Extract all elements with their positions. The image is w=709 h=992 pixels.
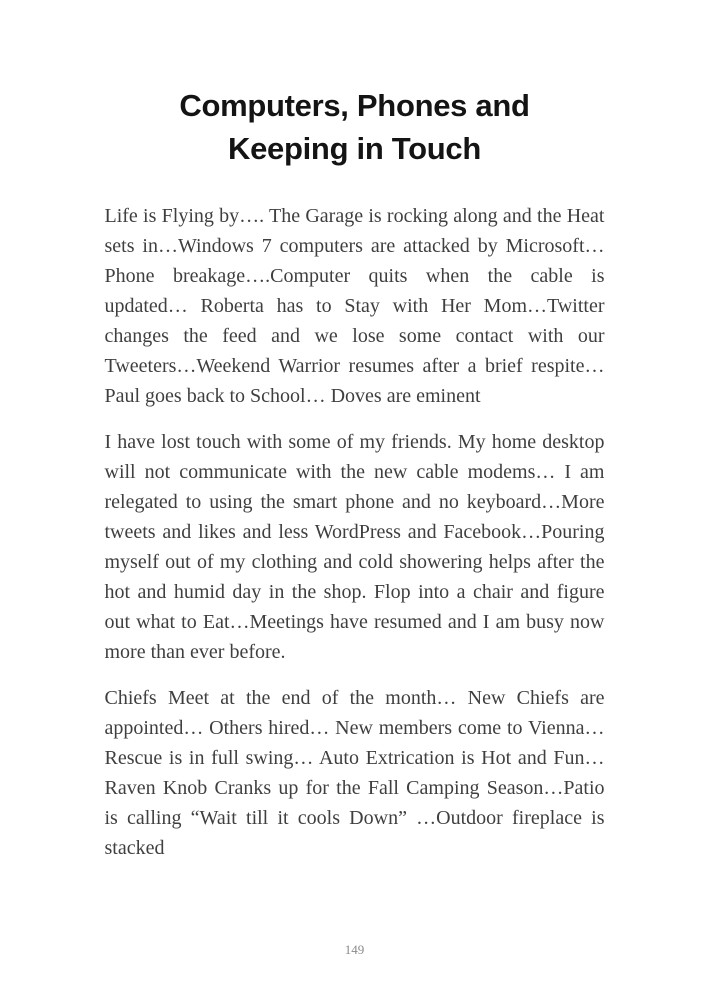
- paragraph-2: I have lost touch with some of my friends. My home desktop will not communicate with the new cable modems… I am relegated to using the smart phone and no keyboard…More tweets and likes and less WordPress and Facebook…Pouring myself out of my clothing and cold showering helps after the hot and humid day in the shop. Flop into a chair and figure out what to Eat…Meetings have resumed and I am busy now more than ever before.: [104, 431, 605, 663]
- page-title: [75, 84, 635, 170]
- page-title-line-1: Computers, Phones and: [179, 88, 530, 123]
- paragraph-3: Chiefs Meet at the end of the month… New Chiefs are appointed… Others hired… New members come to Vienna… Rescue is in full swing… Auto Extrication is Hot and Fun…Raven Knob Cranks up for the Fall Camping Season…Patio is calling “Wait till it cools Down” …Outdoor fireplace is stacked: [104, 687, 605, 859]
- page-footer: [0, 942, 709, 958]
- article-body: [105, 201, 605, 863]
- page-title-line-2: Keeping in Touch: [228, 131, 481, 166]
- page-number: 149: [344, 942, 365, 957]
- paragraph-1: Life is Flying by…. The Garage is rocking along and the Heat sets in…Windows 7 computers are attacked by Microsoft… Phone breakage….Computer quits when the cable is updated… Roberta has to Stay with Her Mom…Twitter changes the feed and we lose some contact with our Tweeters…Weekend Warrior resumes after a brief respite…Paul goes back to School… Doves are eminent: [104, 205, 605, 407]
